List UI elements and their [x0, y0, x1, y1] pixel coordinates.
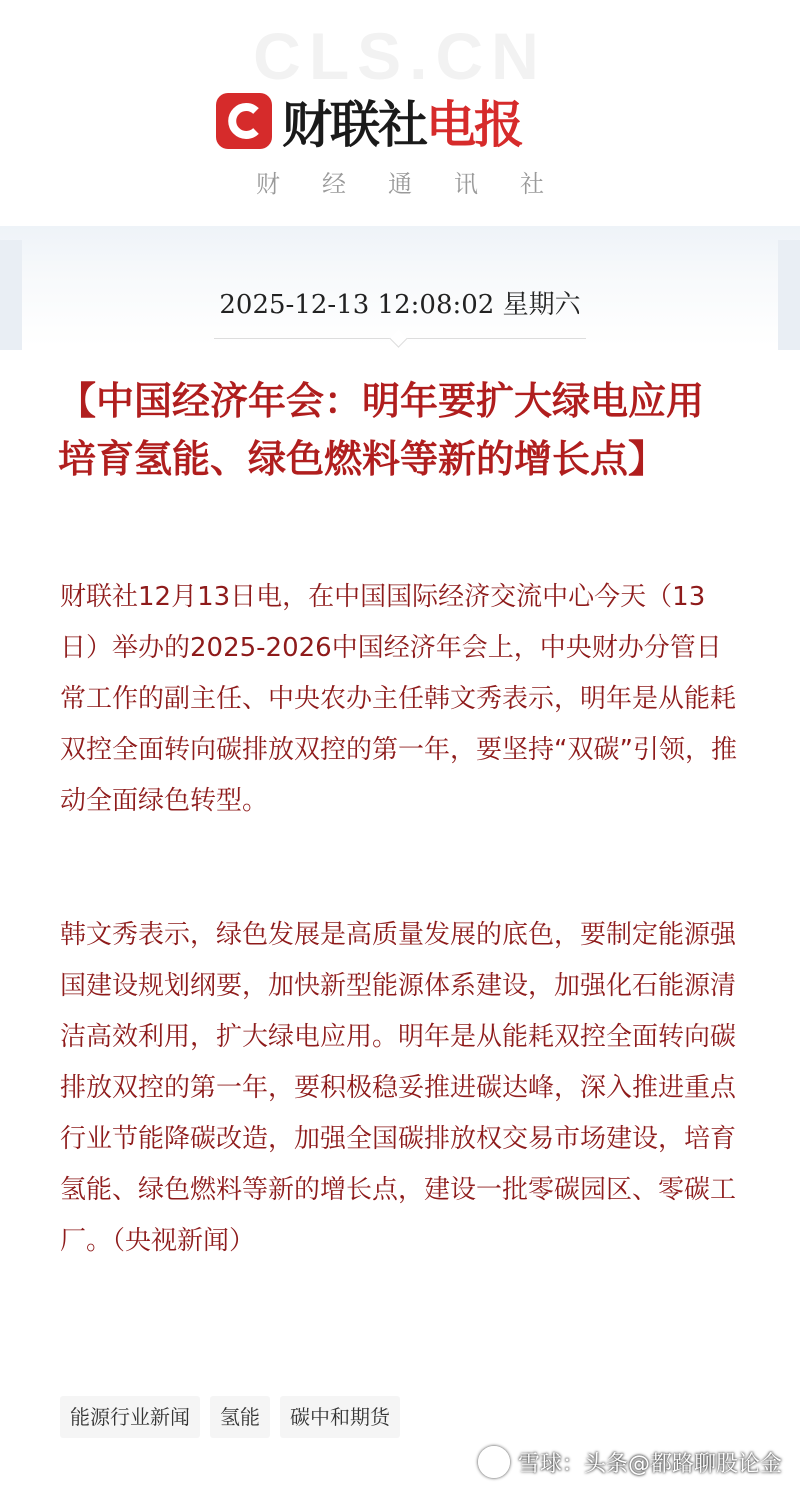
footer-watermark-text: 雪球：头条@都路聊股论金: [517, 1451, 782, 1477]
tag-energy-news[interactable]: 能源行业新闻: [60, 1396, 200, 1438]
article-paragraph-2: 韩文秀表示，绿色发展是高质量发展的底色，要制定能源强国建设规划纲要，加快新型能源体系建设，加强化石能源清洁高效利用，扩大绿电应用。明年是从能耗双控全面转向碳排放双控的第一年，要积极稳妥推进碳达峰，深入推进重点行业节能降碳改造，加强全国碳排放权交易市场建设，培育氢能、绿色燃料等新的增长点，建设一批零碳园区、零碳工厂。（央视新闻）: [60, 920, 737, 1256]
cls-logo-icon: [216, 93, 272, 149]
tag-carbon-futures[interactable]: 碳中和期货: [280, 1396, 400, 1438]
snowball-icon: [478, 1446, 510, 1478]
publish-datetime: 2025-12-13 12:08:02 星期六: [219, 290, 581, 320]
header: [0, 0, 800, 240]
brand-logo: [216, 88, 522, 154]
brand-name: 财联社: [282, 96, 426, 154]
footer-watermark: [478, 1446, 782, 1478]
cls-watermark: CLS.CN: [253, 19, 547, 93]
article-headline: 【中国经济年会：明年要扩大绿电应用 培育氢能、绿色燃料等新的增长点】: [58, 379, 705, 481]
tag-hydrogen[interactable]: 氢能: [210, 1396, 270, 1438]
article-paragraph-1: 财联社12月13日电，在中国国际经济交流中心今天（13日）举办的2025-2026中国经济年会上，中央财办分管日常工作的副主任、中央农办主任韩文秀表示，明年是从能耗双控全面转向碳排放双控的第一年，要坚持“双碳”引领，推动全面绿色转型。: [60, 582, 737, 816]
tag-list: [60, 1396, 400, 1438]
brand-suffix: 电报: [426, 96, 522, 154]
tagline: 财经通讯社: [256, 170, 586, 198]
